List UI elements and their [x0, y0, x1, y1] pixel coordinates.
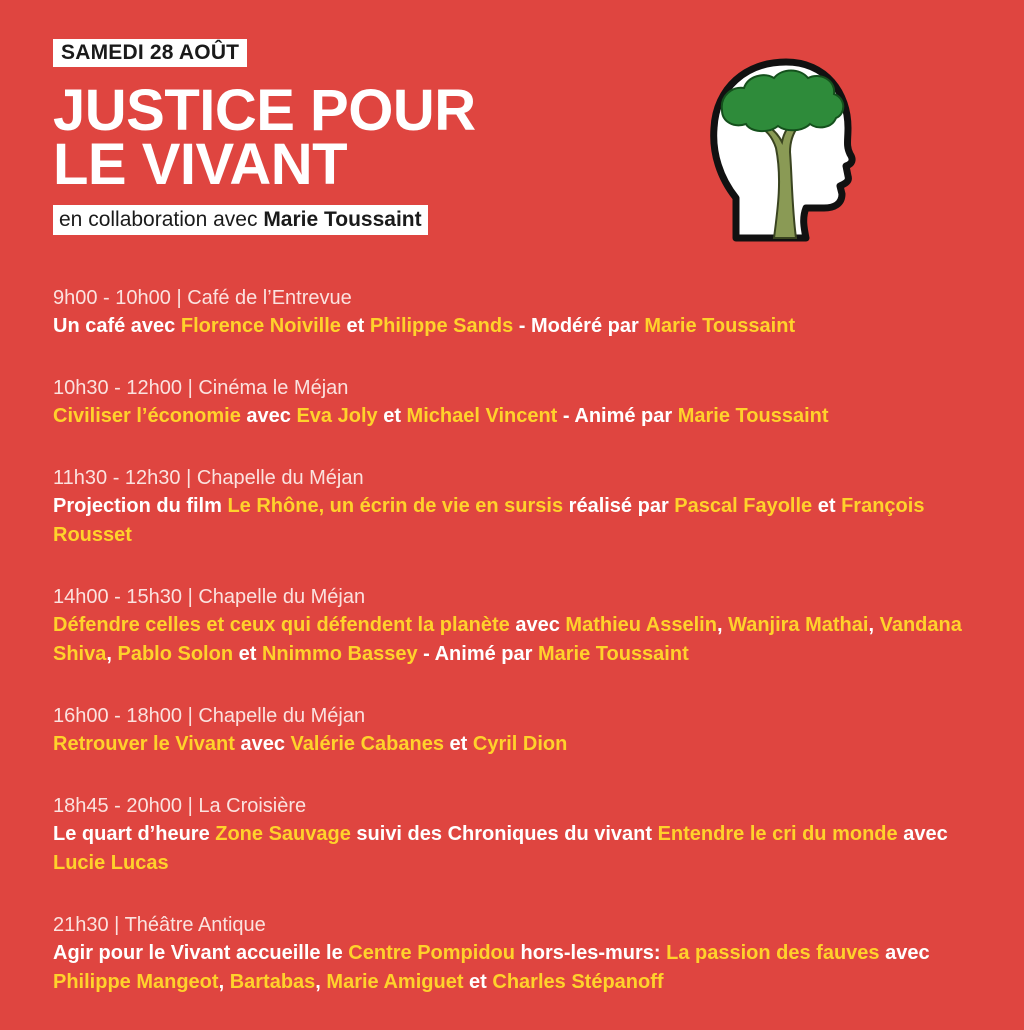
event-description	[53, 402, 983, 431]
event-text: - Modéré par	[513, 315, 645, 337]
event-time-place	[53, 374, 983, 402]
event-text: et	[443, 733, 473, 755]
event-highlight: Wanjira Mathai	[728, 614, 869, 636]
title-line-2: LE VIVANT	[53, 132, 348, 197]
event-highlight: Le Rhône, un écrin de vie en sursis	[227, 495, 564, 517]
event-description	[53, 730, 983, 759]
event-highlight: Centre Pompidou	[348, 942, 515, 964]
event-text: hors-les-murs:	[514, 942, 667, 964]
event-text: avec	[509, 614, 566, 636]
event-highlight: Marie Toussaint	[644, 315, 796, 337]
event-time: 16h00 - 18h00	[53, 705, 183, 727]
event-text: ,	[315, 971, 327, 993]
event-place: Chapelle du Méjan	[196, 467, 364, 489]
event-time-place	[53, 583, 983, 611]
event-time: 18h45 - 20h00	[53, 795, 183, 817]
event-highlight: Défendre celles et ceux qui défendent la planète	[53, 614, 510, 636]
event-highlight: François Rousset	[53, 495, 925, 546]
event-text: avec	[897, 823, 948, 845]
event-description	[53, 312, 983, 341]
event-highlight: Pablo Solon	[117, 643, 234, 665]
event-text: avec	[234, 733, 291, 755]
event-highlight: Marie Toussaint	[537, 643, 689, 665]
event-text: - Animé par	[417, 643, 538, 665]
event-highlight: Vandana Shiva	[53, 614, 962, 665]
schedule-event	[53, 911, 983, 997]
event-highlight: Michael Vincent	[406, 405, 558, 427]
event-text: Projection du film	[53, 495, 228, 517]
date-badge: SAMEDI 28 AOÛT	[53, 39, 247, 67]
event-highlight: Valérie Cabanes	[290, 733, 444, 755]
event-text: ,	[106, 643, 118, 665]
event-text: avec	[240, 405, 297, 427]
event-place: La Croisière	[198, 795, 307, 817]
event-time: 10h30 - 12h00	[53, 377, 183, 399]
page-title	[53, 78, 476, 197]
event-text: - Animé par	[557, 405, 678, 427]
event-time-place	[53, 792, 983, 820]
event-separator: |	[182, 377, 199, 399]
event-highlight: La passion des fauves	[666, 942, 880, 964]
event-highlight: Philippe Mangeot	[53, 971, 219, 993]
event-time: 21h30	[53, 914, 109, 936]
event-text: Un café avec	[53, 315, 181, 337]
event-text: et	[812, 495, 842, 517]
event-text: ,	[716, 614, 729, 636]
event-text: Le quart d’heure	[53, 823, 216, 845]
event-text: et	[340, 315, 370, 337]
event-highlight: Bartabas	[229, 971, 316, 993]
event-highlight: Lucie Lucas	[53, 852, 169, 874]
event-text: suivi des Chroniques du vivant	[350, 823, 658, 845]
title-line-1: JUSTICE POUR	[53, 78, 476, 143]
event-time: 11h30 - 12h30	[53, 467, 181, 489]
event-separator: |	[182, 795, 199, 817]
event-place: Café de l’Entrevue	[187, 287, 352, 309]
event-text: ,	[218, 971, 230, 993]
event-text: et	[233, 643, 262, 665]
event-separator: |	[108, 914, 125, 936]
event-text: réalisé par	[563, 495, 675, 517]
event-description	[53, 611, 983, 669]
event-separator: |	[180, 467, 197, 489]
collaboration-badge	[53, 205, 428, 235]
event-text: et	[463, 971, 493, 993]
schedule	[53, 284, 983, 1030]
event-highlight: Retrouver le Vivant	[53, 733, 235, 755]
collab-name: Marie Toussaint	[263, 208, 422, 231]
event-place: Théâtre Antique	[124, 914, 266, 936]
event-highlight: Florence Noiville	[180, 315, 341, 337]
tree-in-head-icon	[706, 48, 866, 248]
event-highlight: Philippe Sands	[369, 315, 514, 337]
event-description	[53, 492, 983, 550]
event-highlight: Marie Toussaint	[677, 405, 829, 427]
event-place: Cinéma le Méjan	[198, 377, 349, 399]
schedule-event	[53, 792, 983, 878]
event-place: Chapelle du Méjan	[198, 586, 366, 608]
event-highlight: Entendre le cri du monde	[657, 823, 898, 845]
event-highlight: Civiliser l’économie	[53, 405, 241, 427]
event-highlight: Pascal Fayolle	[674, 495, 813, 517]
event-time-place	[53, 284, 983, 312]
schedule-event	[53, 702, 983, 759]
event-text: avec	[879, 942, 930, 964]
event-time: 14h00 - 15h30	[53, 586, 183, 608]
event-highlight: Charles Stépanoff	[492, 971, 664, 993]
event-highlight: Mathieu Asselin	[565, 614, 717, 636]
schedule-event	[53, 464, 983, 550]
schedule-event	[53, 284, 983, 341]
event-separator: |	[170, 287, 188, 309]
event-text: Agir pour le Vivant accueille le	[53, 942, 349, 964]
event-separator: |	[182, 705, 199, 727]
event-separator: |	[182, 586, 199, 608]
event-highlight: Zone Sauvage	[215, 823, 351, 845]
event-highlight: Eva Joly	[296, 405, 378, 427]
event-time-place	[53, 911, 983, 939]
event-time-place	[53, 464, 983, 492]
event-highlight: Cyril Dion	[472, 733, 568, 755]
event-highlight: Marie Amiguet	[326, 971, 464, 993]
event-time-place	[53, 702, 983, 730]
event-text: ,	[868, 614, 880, 636]
schedule-event	[53, 583, 983, 669]
event-place: Chapelle du Méjan	[198, 705, 366, 727]
event-highlight: Nnimmo Bassey	[261, 643, 418, 665]
collab-prefix: en collaboration avec	[59, 208, 264, 231]
schedule-event	[53, 374, 983, 431]
event-description	[53, 939, 983, 997]
event-text: et	[377, 405, 407, 427]
event-time: 9h00 - 10h00	[53, 287, 171, 309]
event-description	[53, 820, 983, 878]
